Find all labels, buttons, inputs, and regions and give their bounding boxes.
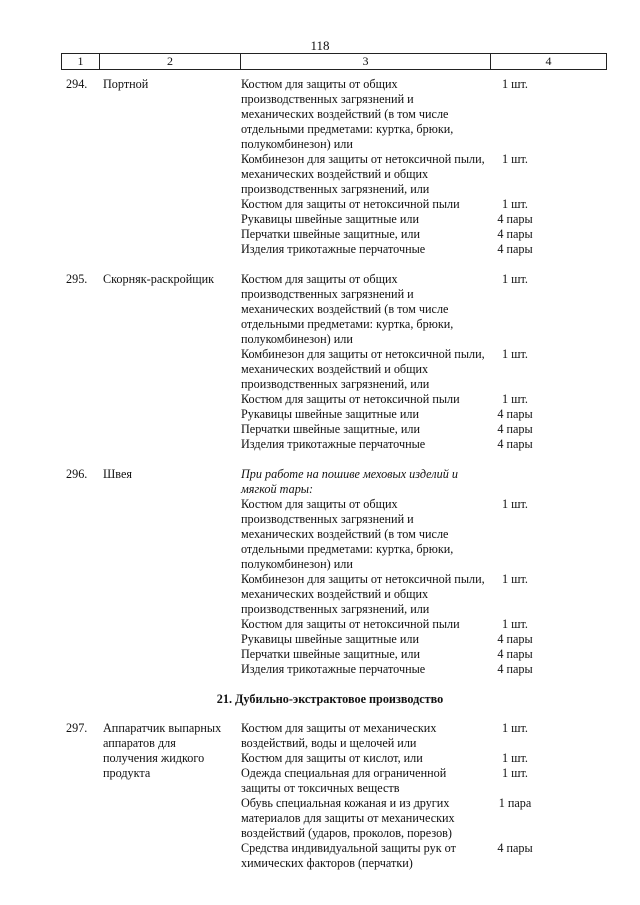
item-text: Комбинезон для защиты от нетоксичной пыли, механических воздействий и общих производственных загрязнений, или [241,152,485,196]
item-text: Обувь специальная кожаная и из других материалов для защиты от механических воздействий (ударов, проколов, порезов) [241,796,455,840]
entry-294 [0,77,640,257]
item-qty: 1 шт. [502,497,528,511]
item-text: Костюм для защиты от нетоксичной пыли [241,197,460,211]
item-qty: 4 пары [497,647,533,661]
item-row [241,572,640,617]
item-text: Костюм для защиты от нетоксичной пыли [241,617,460,631]
item-text: Рукавицы швейные защитные или [241,632,419,646]
item-text: Костюм для защиты от общих производственных загрязнений и механических воздействий (в том числе отдельными предметами: куртка, брюки, полукомбинезон) или [241,77,454,151]
item-qty: 1 шт. [502,751,528,765]
item-qty: 1 шт. [502,617,528,631]
entry-number: 297. [66,721,88,735]
item-text: Перчатки швейные защитные, или [241,227,421,241]
item-text: Рукавицы швейные защитные или [241,407,419,421]
item-text: Костюм для защиты от общих производственных загрязнений и механических воздействий (в том числе отдельными предметами: куртка, брюки, полукомбинезон) или [241,272,454,346]
item-qty: 1 шт. [502,572,528,586]
entry-number: 296. [66,467,88,481]
entry-number: 295. [66,272,88,286]
item-qty: 4 пары [497,632,533,646]
item-qty: 4 пары [497,242,533,256]
item-text: Костюм для защиты от общих производственных загрязнений и механических воздействий (в том числе отдельными предметами: куртка, брюки, полукомбинезон) или [241,497,454,571]
entry-297 [0,721,640,871]
item-text: Изделия трикотажные перчаточные [241,437,426,451]
section-title: 21. Дубильно-экстрактовое производство [216,692,444,706]
item-row [241,347,640,392]
item-text: Костюм для защиты от кислот, или [241,751,423,765]
item-row [241,617,640,632]
item-qty: 1 пара [498,796,532,810]
item-row [241,392,640,407]
profession: Аппаратчик выпарных аппаратов для получения жидкого продукта [103,721,222,780]
item-row [241,841,640,871]
item-qty: 1 шт. [502,392,528,406]
item-row [241,242,640,257]
page-number: 118 [310,38,330,53]
item-qty: 1 шт. [502,152,528,166]
col-header-4: 4 [545,54,552,68]
item-text: Изделия трикотажные перчаточные [241,242,426,256]
item-text: Перчатки швейные защитные, или [241,647,421,661]
item-row [241,721,640,751]
item-qty: 4 пары [497,212,533,226]
item-text: Комбинезон для защиты от нетоксичной пыли, механических воздействий и общих производственных загрязнений, или [241,572,485,616]
profession: Скорняк-раскройщик [103,272,215,286]
item-text: Изделия трикотажные перчаточные [241,662,426,676]
profession: Портной [103,77,149,91]
item-row [241,227,640,242]
item-qty: 4 пары [497,422,533,436]
item-qty: 1 шт. [502,347,528,361]
item-row [241,437,640,452]
col-header-3: 3 [241,54,491,69]
item-text: Рукавицы швейные защитные или [241,212,419,226]
item-row [241,766,640,796]
item-qty: 4 пары [497,437,533,451]
item-text: Перчатки швейные защитные, или [241,422,421,436]
item-text: Комбинезон для защиты от нетоксичной пыли, механических воздействий и общих производственных загрязнений, или [241,347,485,391]
item-row [241,662,640,677]
item-qty: 1 шт. [502,197,528,211]
entry-295 [0,272,640,452]
item-qty: 4 пары [497,407,533,421]
item-qty: 1 шт. [502,721,528,735]
item-text: Костюм для защиты от нетоксичной пыли [241,392,460,406]
entry-296 [0,467,640,677]
item-row [241,497,640,572]
item-row [241,407,640,422]
item-qty: 1 шт. [502,766,528,780]
item-text: Средства индивидуальной защиты рук от химических факторов (перчатки) [241,841,456,870]
item-row [241,751,640,766]
item-qty: 1 шт. [502,272,528,286]
item-row [241,212,640,227]
item-row [241,77,640,152]
item-qty: 4 пары [497,841,533,855]
item-text: Костюм для защиты от механических воздействий, воды и щелочей или [241,721,437,750]
item-row [241,152,640,197]
item-row [241,197,640,212]
item-row [241,422,640,437]
entry-number: 294. [66,77,88,91]
work-condition-note: При работе на пошиве меховых изделий и мягкой тары: [241,467,458,496]
table-header [61,53,607,70]
profession: Швея [103,467,132,481]
col-header-1: 1 [62,54,100,69]
col-header-2: 2 [100,54,241,69]
item-qty: 4 пары [497,227,533,241]
item-qty: 4 пары [497,662,533,676]
item-qty: 1 шт. [502,77,528,91]
item-row [241,796,640,841]
item-row [241,272,640,347]
item-text: Одежда специальная для ограниченной защиты от токсичных веществ [241,766,447,795]
item-row [241,647,640,662]
item-row [241,632,640,647]
table-body [0,77,640,886]
